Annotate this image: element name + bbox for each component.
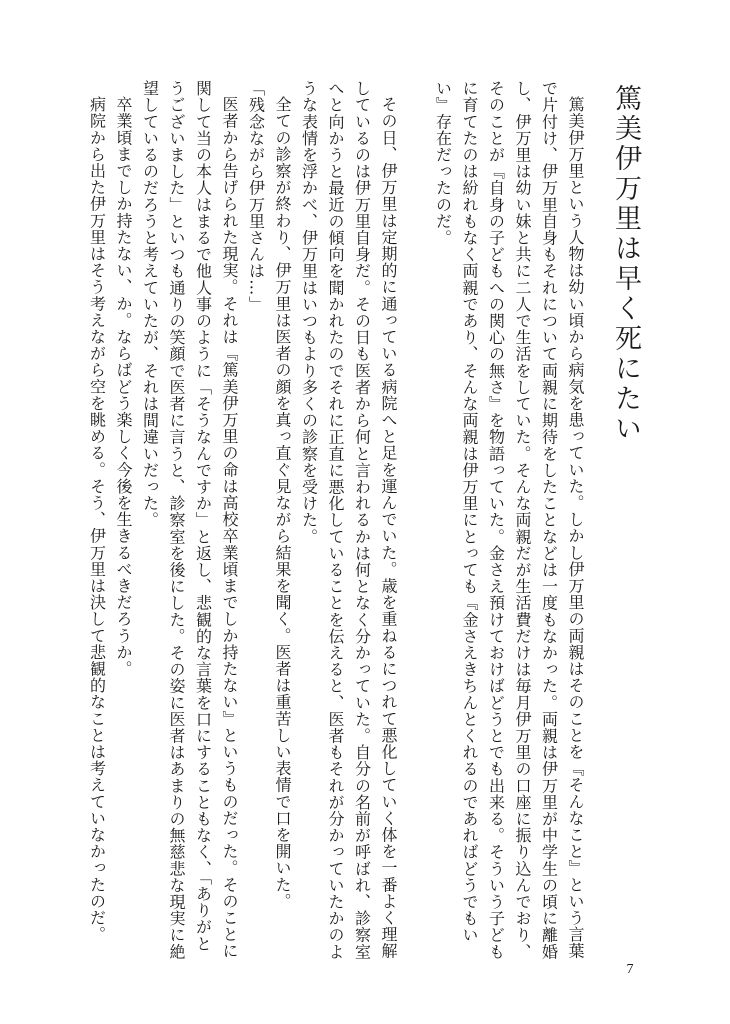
paragraph-6: 卒業頃までしか持たない、か。ならばどう楽しく今後を生きるべきだろうか。	[114, 96, 133, 677]
section-break	[401, 80, 429, 960]
paragraph-1: 篤美伊万里という人物は幼い頃から病気を患っていた。しかし伊万里の両親はそのことを『そんなこと』という言葉で片付け、伊万里自身もそれについて両親に期待をしたことなどは一度もなかった。両親は伊万里が中学生の頃に離婚し、伊万里は幼い妹と共に二人で生活をしていた。そんな両親だが生活費だけは毎月伊万里の口座に振り込んでおり、そのことが『自身の子どもへの関心の無さ』を物語っていた。金さえ預けておけばどうとでも出来る。そういう子どもに育てたのは紛れもなく両親であり、そんな両親は伊万里にとっても『金さえきちんとくれるのであればどうでもいい』存在だったのだ。	[433, 80, 585, 960]
page-number: 7	[626, 962, 634, 977]
dialogue-line: 「残念ながら伊万里さんは…」	[246, 80, 266, 313]
chapter-title: 篤美伊万里は早く死にたい	[610, 84, 641, 444]
vertical-text-block	[83, 80, 642, 960]
paragraph-2: その日、伊万里は定期的に通っている病院へと足を運んでいた。歳を重ねるにつれて悪化していく体を一番よく理解しているのは伊万里自身だ。その日も医者から何と言われるかは何となく分かっていた。自分の名前が呼ばれ、診察室へと向かうと最近の傾向を聞かれたのでそれに正直に悪化していることを伝えると、医者もそれが分かっていたかのような表情を浮かべ、伊万里はいつもより多くの診察を受けた。	[299, 80, 398, 960]
paragraph-3: 全ての診察が終わり、伊万里は医者の顔を真っ直ぐ見ながら結果を聞く。医者は重苦しい表情で口を開いた。	[273, 96, 292, 910]
paragraph-5: 医者から告げられた現実。それは『篤美伊万里の命は高校卒業頃までしか持たない』というものだった。そのことに関して当の本人はまるで他人事のように「そうなんですか」と返し、悲観的な言葉を口にすることもなく、「ありがとうございました」といつも通りの笑顔で医者に言うと、診察室を後にした。その姿に医者はあまりの無慈悲な現実に絶望しているのだろうと考えていたが、それは間違いだった。	[140, 80, 239, 960]
paragraph-7: 病院から出た伊万里はそう考えながら空を眺める。そう、伊万里は決して悲観的なことは考えていなかったのだ。	[87, 96, 107, 943]
